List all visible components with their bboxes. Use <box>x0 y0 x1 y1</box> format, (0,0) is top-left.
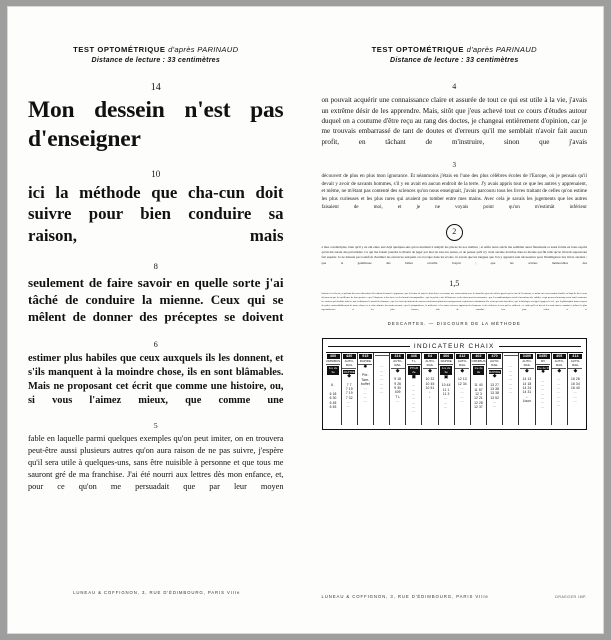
chaix-train-number: 430 <box>343 354 356 359</box>
chaix-time-cell: 11 40 <box>474 383 483 388</box>
chaix-time-cell: … <box>460 390 465 395</box>
chaix-time-cell: … <box>363 394 368 399</box>
chaix-column <box>471 353 487 425</box>
chaix-time-list <box>471 383 486 409</box>
chaix-service-type: AUTO-RAIL <box>455 359 469 369</box>
two-column-layout <box>8 7 603 633</box>
chaix-time-cell: … <box>379 377 384 382</box>
chaix-time-cell: 7 19 <box>345 391 353 396</box>
chaix-time-list <box>536 379 551 409</box>
chaix-time-cell: … <box>492 400 497 405</box>
chaix-time-cell: 6 18 <box>329 391 337 396</box>
chaix-time-cell: … <box>347 404 352 409</box>
chaix-time-cell: … <box>541 400 546 405</box>
chaix-service-type: RV <box>536 359 550 365</box>
chaix-time-cell: … <box>363 390 368 395</box>
chaix-service-type: RAPIDE <box>440 359 452 364</box>
chaix-time-cell: … <box>557 381 562 386</box>
chaix-train-number: 406 <box>440 354 453 359</box>
chaix-time-cell: … <box>411 409 416 414</box>
chaix-time-cell: … <box>444 400 449 405</box>
chaix-time-cell: 14 18 <box>522 381 532 386</box>
header-title-sub: d'après PARINAUD <box>168 45 239 54</box>
header-title-sub-right: d'après PARINAUD <box>466 45 537 54</box>
footer-printer: DRAEGER IMP. <box>555 595 587 599</box>
chaix-time-cell: 6 . <box>331 383 336 388</box>
chaix-train-number: 915 <box>359 354 372 359</box>
chaix-time-cell: 13 52 <box>490 395 500 400</box>
chaix-time-cell: 11 57 <box>474 387 483 392</box>
chaix-time-cell: … <box>460 385 465 390</box>
chaix-time-cell: … <box>395 398 400 403</box>
chaix-time-cell: … <box>444 404 449 409</box>
chaix-time-cell: 7 32 <box>345 395 353 400</box>
chaix-time-cell: … <box>508 372 513 377</box>
left-footer-publisher: LUNEAU & COFFIGNON, 3, RUE D'ÉDIMBOURG, PARIS VIIIe <box>73 590 241 595</box>
chaix-time-cell: … <box>573 390 578 395</box>
chaix-time-cell: … <box>411 396 416 401</box>
chaix-time-cell: … <box>347 400 352 405</box>
chaix-time-cell: … <box>460 398 465 403</box>
left-column <box>8 7 306 633</box>
chaix-time-cell: … <box>411 404 416 409</box>
chaix-column <box>568 353 583 425</box>
chaix-time-cell: … <box>557 394 562 399</box>
chaix-time-cell: 11 1 <box>442 387 450 392</box>
chaix-time-cell: 12 3 <box>475 391 482 396</box>
chaix-time-cell: … <box>508 390 513 395</box>
chaix-time-list <box>326 383 341 409</box>
chaix-column <box>455 353 471 425</box>
chaix-column <box>552 353 568 425</box>
chaix-time-cell: 12 13 <box>457 377 467 382</box>
chaix-time-cell: … <box>508 377 513 382</box>
chaix-class-band: 1re 2e D <box>537 365 549 370</box>
chaix-train-number: 416 <box>391 354 404 359</box>
chaix-time-cell: 12 37 <box>474 404 483 409</box>
optotype-block-8: seulement de faire savoir en quelle sorte j'ai tâché de conduire la mienne. Ceux qui se mêlent de donner des préceptes se doivent <box>28 275 284 325</box>
optotype-block-10: ici la méthode que cha-cun doit suivre pour bien conduire sa raison, mais <box>28 182 284 245</box>
chaix-time-cell: Lison <box>522 398 532 403</box>
chaix-class-band: RAPIDE <box>343 369 355 374</box>
right-header <box>322 45 588 66</box>
chaix-time-cell: 16 40 <box>571 385 580 390</box>
chaix-service-type: AUTO-RAIL <box>342 359 356 369</box>
size-label-3: 3 <box>452 160 456 169</box>
chaix-time-list <box>390 377 405 403</box>
chaix-time-cell: 7 7 <box>346 382 352 387</box>
chaix-service-icon: ◆ <box>428 368 432 374</box>
chaix-service-type: AUTO-RAIL <box>568 359 582 369</box>
chaix-time-cell: T L <box>395 394 401 399</box>
chaix-service-icon: ◆ <box>347 374 352 380</box>
chaix-time-cell: 10 44 <box>441 383 451 388</box>
chaix-time-cell: 11 3 <box>442 391 450 396</box>
chaix-time-cell: 6 53 <box>329 404 337 409</box>
chaix-service-type: AUTO-RAIL <box>423 359 437 369</box>
chaix-service-type: AUTO-RAIL <box>552 359 566 369</box>
chaix-column <box>536 353 552 425</box>
chaix-time-cell: … <box>411 383 416 388</box>
chaix-time-cell: … <box>573 394 578 399</box>
chaix-time-cell: … <box>379 372 384 377</box>
chaix-train-number: 3400 <box>520 354 533 359</box>
chaix-column <box>374 353 390 425</box>
chaix-time-list <box>568 377 583 403</box>
chaix-service-icon: ✹ <box>541 370 546 376</box>
chaix-time-cell: ↓ <box>526 394 528 399</box>
chaix-time-cell: … <box>363 399 368 404</box>
chaix-class-band: PTGR 2e <box>409 365 419 375</box>
chaix-time-cell: … <box>379 390 384 395</box>
chaix-time-cell: … <box>573 398 578 403</box>
chaix-time-cell: … <box>379 368 384 373</box>
chaix-service-type: OMNIBUS <box>326 359 341 364</box>
chaix-time-cell: 13 27 <box>490 382 500 387</box>
right-header-title <box>322 45 588 54</box>
chaix-time-cell: 10 32 <box>425 377 435 382</box>
chaix-time-cell: … <box>541 378 546 383</box>
chaix-time-cell: Tare- <box>361 377 370 382</box>
chaix-time-cell: … <box>541 391 546 396</box>
chaix-time-list <box>455 377 470 403</box>
chaix-train-number: 3450 <box>537 354 550 359</box>
chaix-time-cell: 12 28 <box>474 400 483 405</box>
size-label-8: 8 <box>153 261 158 272</box>
chaix-class-band: RAPIDE <box>489 369 501 374</box>
chaix-time-cell: Pte- <box>362 373 369 378</box>
test-card-sheet <box>8 7 603 633</box>
chaix-time-cell: 16 34 <box>571 381 580 386</box>
left-header <box>28 45 284 66</box>
chaix-column <box>487 353 503 425</box>
source-attribution: DESCARTES. — DISCOURS DE LA MÉTHODE <box>387 321 521 327</box>
size-label-14: 14 <box>150 82 161 94</box>
chaix-time-cell: … <box>557 385 562 390</box>
chaix-time-cell: … <box>557 403 562 408</box>
title-rule-left <box>328 346 410 347</box>
optotype-block-4: on pouvait acquérir une connaissance claire et assurée de tout ce qui est utile à la vie, j'avais un extrême désir de les apprendre. Mais, sitôt que j'eus achevé tout ce cours d'études autour duquel on a coutume d'être reçu au rang des doctes, je changeai entièrement d'opinion, car je me trouvais embarrassé de tant de doutes et d'erreurs qu'il me semblait n'avoir fait aucun profit, en tâchant de m'instruire, sinon que j'avais <box>321 96 587 146</box>
chaix-service-icon: ▣ <box>443 374 449 380</box>
chaix-train-number: 402 <box>472 354 485 359</box>
chaix-time-cell: 14 31 <box>522 390 532 395</box>
chaix-time-list <box>358 373 373 403</box>
chaix-train-number: 414 <box>569 354 582 359</box>
optotype-block-5: fable en laquelle parmi quelques exemples qu'on peut imiter, on en trouvera peut-être aussi plusieurs autres qu'on aura raison de ne pas suivre, j'espère qu'il sera utile à quelques-uns, sans être nuisible à personne et que tous me sauront gré de ma franchise. J'ai été nourri aux lettres dès mon enfance, et, pour ce qu'on me persuadait que par leur moyen <box>28 434 284 491</box>
chaix-time-cell: … <box>508 364 513 369</box>
chaix-column <box>406 353 422 425</box>
chaix-time-cell: … <box>541 396 546 401</box>
chaix-class-band: 1re 2e 3e <box>441 365 451 375</box>
chaix-time-list <box>487 383 502 409</box>
chaix-time-cell: 16 28 <box>571 377 580 382</box>
chaix-column <box>342 353 358 425</box>
chaix-service-icon: ◆ <box>557 368 562 374</box>
chaix-train-number: 446 <box>407 354 420 359</box>
chaix-time-cell: 9 30 <box>394 385 402 390</box>
chaix-time-cell: … <box>557 377 562 382</box>
chaix-time-cell: ↓ <box>429 390 431 395</box>
chaix-time-cell: … <box>508 381 513 386</box>
chaix-class-band: 1re 2e 3e <box>474 365 483 375</box>
chaix-timetable <box>322 338 588 430</box>
size-label-2-circled: 2 <box>446 224 463 241</box>
size-label-5: 5 <box>153 421 158 431</box>
left-header-distance: Distance de lecture : 33 centimètres <box>91 57 220 65</box>
chaix-time-cell: … <box>557 390 562 395</box>
chaix-service-icon: ◆ <box>395 368 400 374</box>
chaix-time-list <box>503 364 518 394</box>
chaix-time-list <box>374 364 389 394</box>
chaix-time-cell: … <box>379 385 384 390</box>
chaix-column <box>519 353 535 425</box>
chaix-column <box>358 353 374 425</box>
chaix-time-list <box>406 383 421 413</box>
chaix-time-cell: 409 <box>394 390 401 395</box>
optotype-block-6: estimer plus habiles que ceux auxquels ils les donnent, et s'ils manquent à la moindre chose, ils en sont blâmables. Mais ne proposant cet écrit que comme une histoire, ou, si vous l'aimez mieux, que comme une <box>28 353 284 406</box>
chaix-time-cell: … <box>541 383 546 388</box>
chaix-time-cell: 6 30 <box>329 396 337 401</box>
optotype-block-3: découvert de plus en plus mon ignorance. Et néanmoins j'étais en l'une des plus célèbres écoles de l'Europe, où je pensais qu'il devait y avoir de savants hommes, s'il y en avait en aucun endroit de la terre. J'y avais appris tout ce que les autres y apprenaient, et même, ne m'étant pas contenté des sciences qu'on nous enseignait, j'avais parcouru tous les livres traitant de celles qu'on estime les plus curieuses et les plus rares qui avaient pu tomber entre mes mains. Avec cela je savais les jugements que les autres faisaient de moi, et je ne voyais point qu'on m'estimât inférieur <box>321 172 587 210</box>
chaix-time-cell: 13 38 <box>490 387 500 392</box>
chaix-train-number: 412 <box>456 354 469 359</box>
chaix-column <box>390 353 406 425</box>
chaix-class-band: 1re 2e 3e <box>328 365 338 375</box>
chaix-time-cell: 9 26 <box>394 381 402 386</box>
chaix-time-cell: 12 34 <box>457 381 467 386</box>
chaix-time-list <box>422 377 437 398</box>
chaix-service-icon: ◆ <box>525 368 529 374</box>
right-column <box>306 7 604 633</box>
chaix-time-cell: 7 19 <box>345 387 353 392</box>
optotype-block-14: Mon dessein n'est pas d'enseigner <box>28 97 284 152</box>
chaix-time-cell: 13 38 <box>490 391 500 396</box>
header-title-main-right: TEST OPTOMÉTRIQUE <box>371 45 464 54</box>
chaix-train-number: 64 <box>424 354 437 359</box>
size-label-10: 10 <box>151 168 161 179</box>
chaix-time-cell: … <box>411 400 416 405</box>
title-rule-right <box>499 346 581 347</box>
chaix-title-text: INDICATEUR CHAIX <box>413 343 495 351</box>
right-header-distance: Distance de lecture : 33 centimètres <box>390 57 519 65</box>
chaix-time-cell: … <box>557 398 562 403</box>
chaix-train-number: 470 <box>488 354 501 359</box>
chaix-time-cell: … <box>460 394 465 399</box>
chaix-train-number: 405 <box>553 354 566 359</box>
size-label-6: 6 <box>153 340 158 350</box>
chaix-time-cell: 10 51 <box>425 385 435 390</box>
chaix-time-cell: 9 18 <box>394 377 402 382</box>
chaix-time-cell: … <box>508 385 513 390</box>
chaix-service-type: T L <box>407 359 421 365</box>
chaix-service-icon: ◆ <box>460 368 465 374</box>
chaix-service-type: OMNIBUS <box>471 359 486 364</box>
chaix-time-cell: 6 45 <box>329 400 337 405</box>
chaix-time-cell: 14 24 <box>522 385 532 390</box>
chaix-title-row <box>326 342 584 352</box>
chaix-service-type <box>375 354 389 356</box>
chaix-time-cell: … <box>492 404 497 409</box>
chaix-service-icon: ◆ <box>492 374 497 380</box>
chaix-time-cell: … <box>411 387 416 392</box>
chaix-time-list <box>342 383 357 409</box>
chaix-service-icon: ◼ <box>411 374 416 380</box>
chaix-time-cell: 10 45 <box>425 381 435 386</box>
chaix-column <box>326 353 342 425</box>
chaix-time-cell: … <box>444 396 449 401</box>
chaix-column <box>422 353 438 425</box>
header-title-main: TEST OPTOMÉTRIQUE <box>73 45 166 54</box>
chaix-time-cell: … <box>379 364 384 369</box>
chaix-time-cell: … <box>541 404 546 409</box>
optotype-block-1-5: histoires le relèvent, et qu'étant lues avec discrétion elles aident à former le jugement ; que la lecture de tous les bons livres est comme une conversation avec les honnêtes gens des siècles passés qui en ont été les auteurs, et même une conversation étudiée en laquelle ils ne nous découvrent que les meilleures de leurs pensées ; que l'éloquence a des forces et des beautés incomparables ; que la poésie a des délicatesses et des douceurs très ravissantes ; que les mathématiques ont des inventions très subtiles et qui peuvent beaucoup servir tant à contenter les curieux qu'à faciliter tous les arts et diminuer le travail des hommes ; que les écrits qui traitent des mœurs contiennent plusieurs enseignements et plusieurs exhortations à la vertu qui sont fort utiles ; que la théologie enseigne à gagner le ciel ; que la philosophie donne moyen de parler vraisemblablement de toutes choses et se faire admirer des moins savants ; que la jurisprudence, la médecine et les autres sciences apportent des honneurs et des richesses à ceux qui les cultivent ; et enfin qu'il est bon de les avoir toutes examinées, même les plus superstitieuses et les plus fausses, afin de connaître leur juste valeur et se <box>321 291 587 312</box>
chaix-service-icon: ✹ <box>363 364 368 370</box>
chaix-time-cell: … <box>379 381 384 386</box>
chaix-column <box>439 353 455 425</box>
chaix-service-type: AUTO-RAIL <box>391 359 405 369</box>
chaix-service-type: AUTO-RAIL <box>488 359 502 369</box>
right-footer-publisher: LUNEAU & COFFIGNON, 3, RUE D'ÉDIMBOURG, PARIS VIIIe <box>321 594 489 599</box>
chaix-service-type: AUTO-RAIL <box>520 359 534 369</box>
chaix-time-cell: buffet <box>360 381 370 386</box>
chaix-service-type: RAPIDE <box>359 359 371 364</box>
chaix-column-grid <box>326 352 584 425</box>
chaix-time-list <box>439 383 454 409</box>
chaix-time-cell: . <box>332 387 334 392</box>
left-header-title <box>28 45 284 54</box>
chaix-time-cell: ↓ <box>429 394 431 399</box>
chaix-service-icon: ◆ <box>573 368 578 374</box>
size-label-1-5: 1,5 <box>449 278 460 288</box>
chaix-train-number: 400 <box>327 354 340 359</box>
chaix-time-cell: … <box>541 387 546 392</box>
chaix-column <box>503 353 519 425</box>
optotype-block-2: à mes condisciples, bien qu'il y en eût entre eux déjà quelques-uns qu'on destinait à remplir les places de nos maîtres ; et enfin notre siècle me semblait aussi fleurissant et aussi fertile en bons esprits qu'ait été aucun des précédents. Ce qui me faisait prendre la liberté de juger par moi de tous les autres, et de penser qu'il n'y avait aucune doctrine dans le monde qui fût telle qu'on m'avait auparavant fait espérer. Je ne laissais pas toutefois d'estimer les exercices auxquels on s'occupe dans les écoles. Je savais que les langues que l'on y apprend sont nécessaires pour l'intelligence des livres anciens ; que la gentillesse des fables réveille l'esprit ; que les actions mémorables des <box>321 244 587 265</box>
chaix-time-cell: 12 21 <box>474 396 483 401</box>
chaix-time-cell: … <box>508 368 513 373</box>
chaix-service-type <box>504 354 518 356</box>
chaix-time-cell: 14 13 <box>522 377 532 382</box>
chaix-time-cell: … <box>411 391 416 396</box>
chaix-time-cell: … <box>363 386 368 391</box>
size-label-4: 4 <box>452 82 457 92</box>
chaix-time-list <box>519 377 534 403</box>
chaix-time-list <box>552 377 567 407</box>
